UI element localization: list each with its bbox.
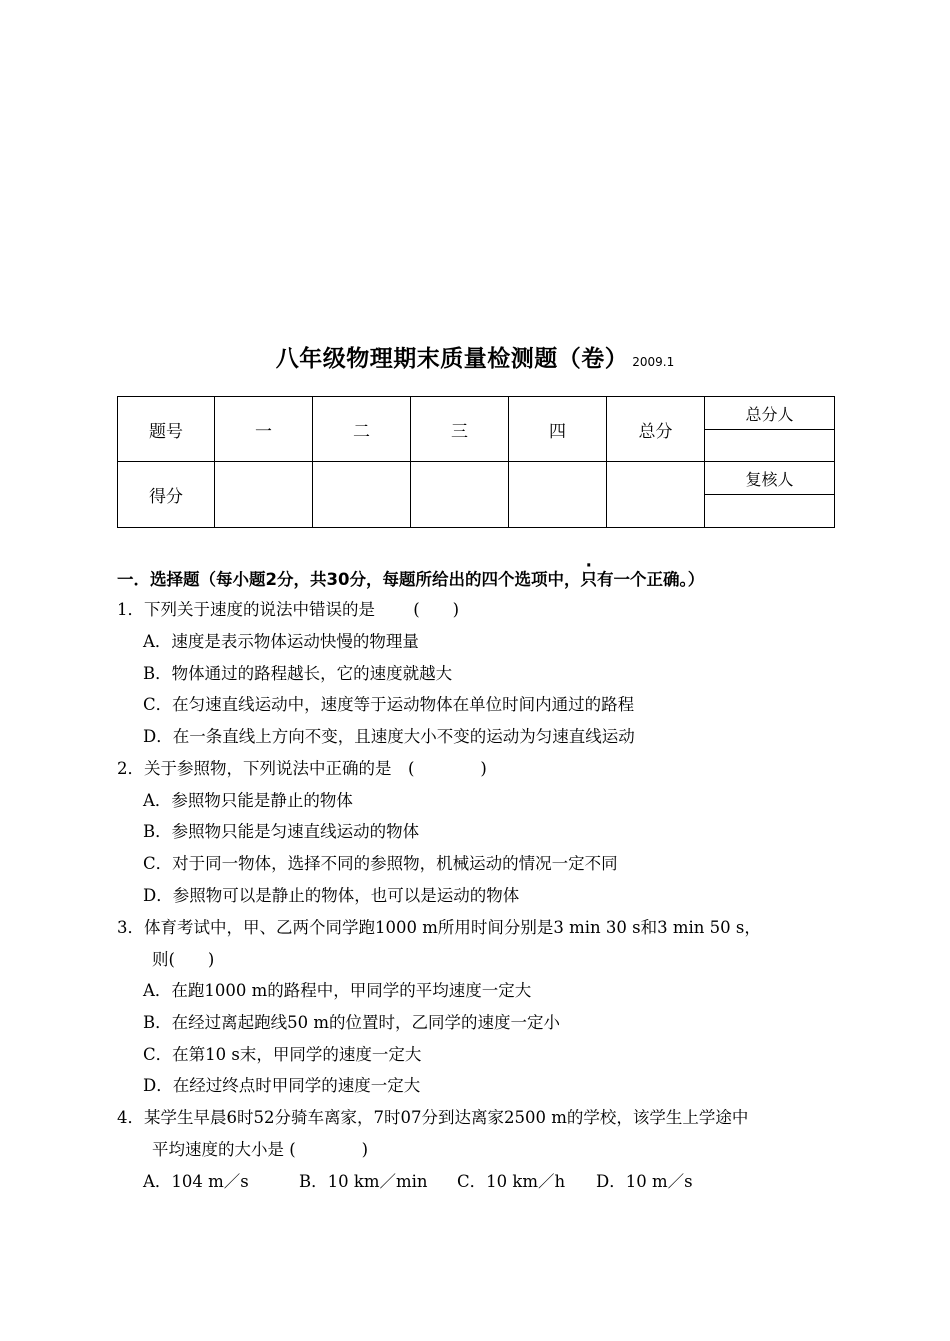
question-1-stem: 1．下列关于速度的说法中错误的是 ( ) bbox=[117, 600, 460, 619]
question-3-stem-cont: 则( ) bbox=[152, 950, 215, 969]
section-emphasis-char: 只 bbox=[580, 570, 597, 589]
question-4-option-a: A．104 m／s bbox=[143, 1172, 249, 1191]
question-1-option-c: C．在匀速直线运动中，速度等于运动物体在单位时间内通过的路程 bbox=[143, 695, 635, 714]
col-header-1: 一 bbox=[215, 397, 313, 462]
score-table bbox=[117, 396, 835, 528]
row-label-score: 得分 bbox=[118, 462, 215, 528]
question-3-option-c: C．在第10 s末，甲同学的速度一定大 bbox=[143, 1045, 422, 1064]
row-label-question-no: 题号 bbox=[118, 397, 215, 462]
question-2-option-c: C．对于同一物体，选择不同的参照物，机械运动的情况一定不同 bbox=[143, 854, 618, 873]
section-text-before: 一．选择题（每小题2分，共30分，每题所给出的四个选项中， bbox=[117, 570, 581, 589]
question-2-stem: 2．关于参照物，下列说法中正确的是 ( ) bbox=[117, 759, 487, 778]
question-4-option-d: D．10 m／s bbox=[596, 1172, 693, 1191]
title-date: 2009.1 bbox=[632, 355, 675, 369]
score-cell-2[interactable] bbox=[313, 462, 411, 528]
exam-title bbox=[0, 340, 950, 373]
question-4-stem-cont: 平均速度的大小是 ( ) bbox=[152, 1140, 369, 1159]
question-1-option-a: A．速度是表示物体运动快慢的物理量 bbox=[143, 632, 419, 651]
scorer-cell[interactable] bbox=[705, 430, 835, 462]
score-cell-1[interactable] bbox=[215, 462, 313, 528]
reviewer-label: 复核人 bbox=[705, 462, 835, 495]
question-4-option-c: C．10 km／h bbox=[457, 1172, 566, 1191]
title-main: 八年级物理期末质量检测题（卷） bbox=[275, 346, 629, 372]
question-4-option-b: B．10 km／min bbox=[299, 1172, 428, 1191]
question-2-option-b: B．参照物只能是匀速直线运动的物体 bbox=[143, 822, 420, 841]
question-2-option-a: A．参照物只能是静止的物体 bbox=[143, 791, 353, 810]
score-cell-3[interactable] bbox=[411, 462, 509, 528]
section-text-after: 有一个正确。） bbox=[596, 570, 705, 589]
score-cell-total[interactable] bbox=[607, 462, 705, 528]
scorer-label: 总分人 bbox=[705, 397, 835, 430]
question-2-option-d: D．参照物可以是静止的物体，也可以是运动的物体 bbox=[143, 886, 520, 905]
section-heading bbox=[117, 566, 704, 590]
col-header-total: 总分 bbox=[607, 397, 705, 462]
question-3-option-b: B．在经过离起跑线50 m的位置时，乙同学的速度一定小 bbox=[143, 1013, 561, 1032]
score-cell-4[interactable] bbox=[509, 462, 607, 528]
col-header-4: 四 bbox=[509, 397, 607, 462]
col-header-3: 三 bbox=[411, 397, 509, 462]
col-header-2: 二 bbox=[313, 397, 411, 462]
question-3-stem: 3．体育考试中，甲、乙两个同学跑1000 m所用时间分别是3 min 30 s和3 min 50 s， bbox=[117, 918, 761, 937]
question-1-option-d: D．在一条直线上方向不变，且速度大小不变的运动为匀速直线运动 bbox=[143, 727, 635, 746]
question-1-option-b: B．物体通过的路程越长，它的速度就越大 bbox=[143, 664, 453, 683]
question-3-option-d: D．在经过终点时甲同学的速度一定大 bbox=[143, 1076, 421, 1095]
reviewer-cell[interactable] bbox=[705, 495, 835, 528]
question-3-option-a: A．在跑1000 m的路程中，甲同学的平均速度一定大 bbox=[143, 981, 532, 1000]
question-4-stem: 4．某学生早晨6时52分骑车离家，7时07分到达离家2500 m的学校，该学生上学途中 bbox=[117, 1108, 749, 1127]
